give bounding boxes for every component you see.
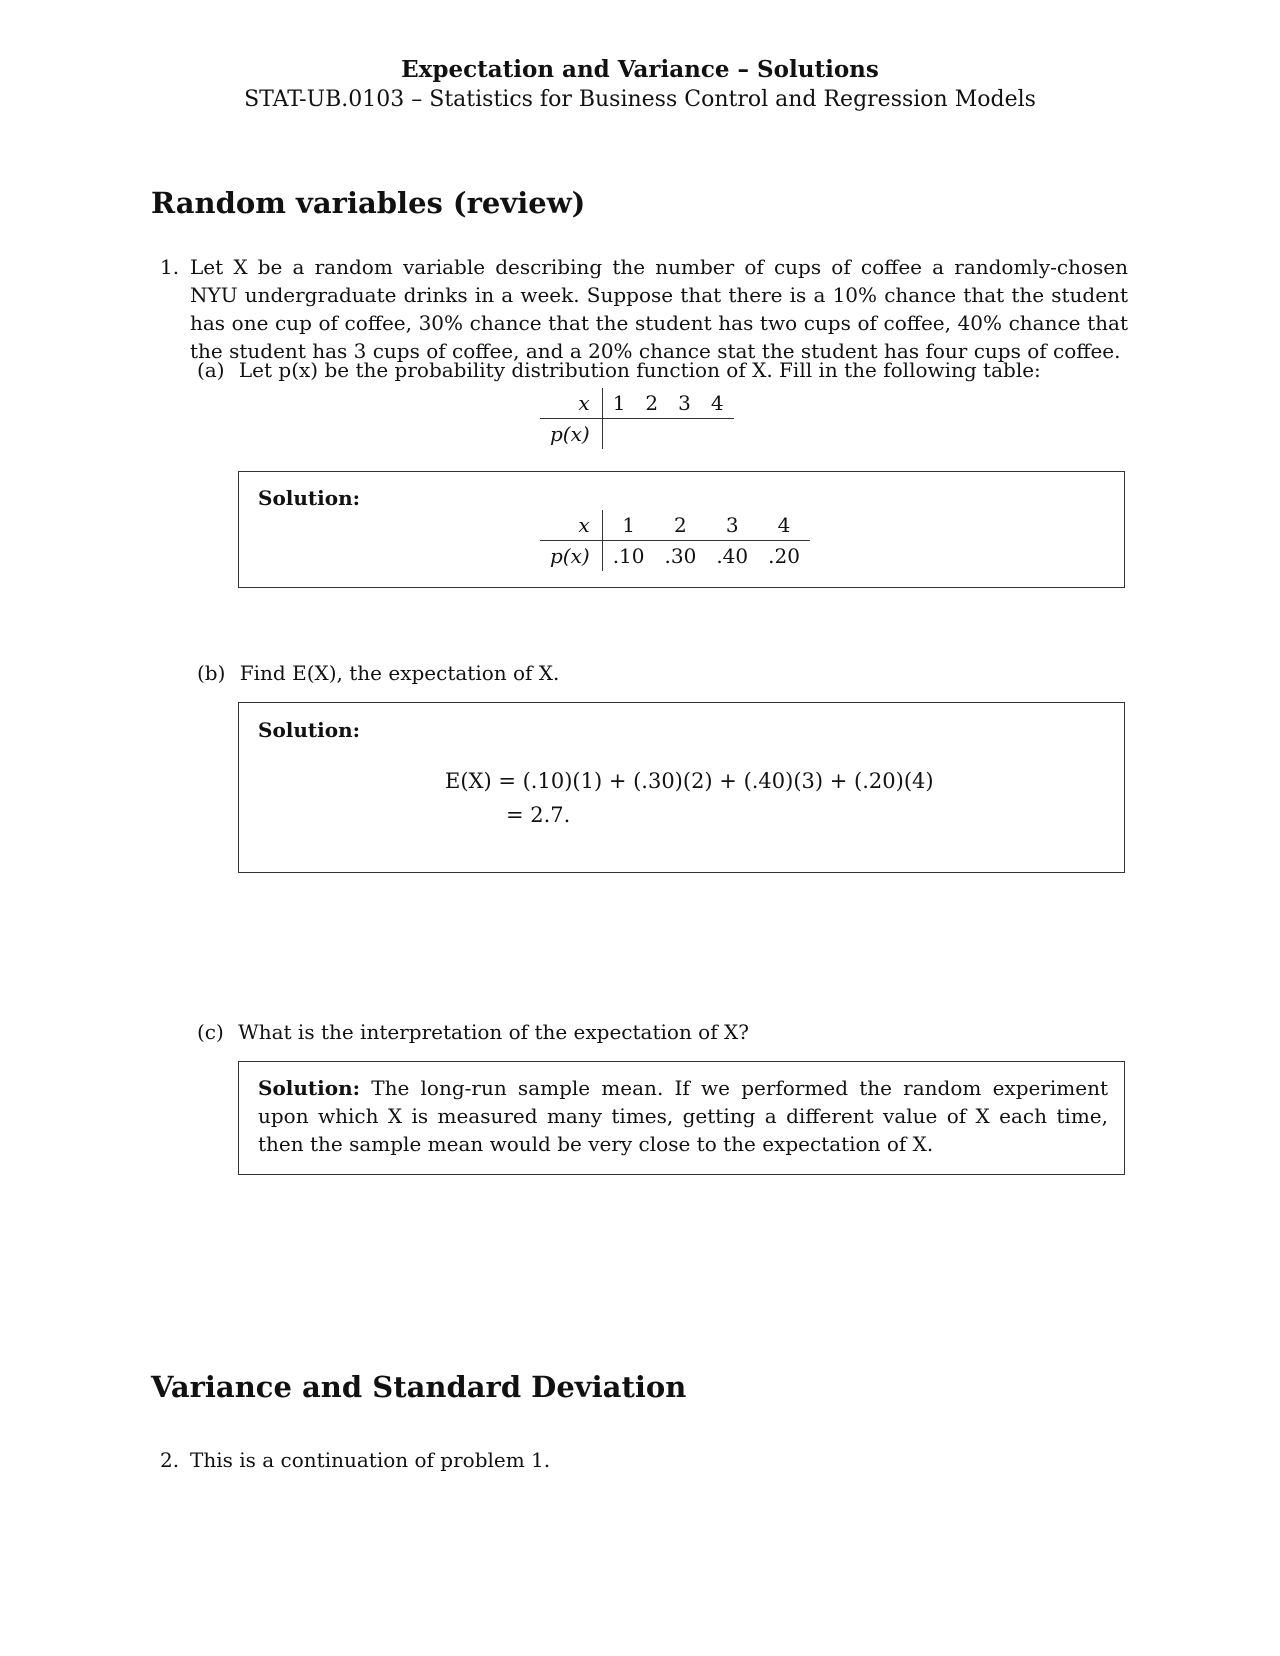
solution-box-c — [238, 1061, 1125, 1175]
part-text: Find E(X), the expectation of X. — [239, 661, 560, 685]
problem-number: 1. — [160, 255, 180, 279]
table-cell — [668, 419, 701, 450]
course-subtitle: STAT-UB.0103 – Statistics for Business Control and Regression Models — [244, 87, 1036, 112]
problem-text: Let X be a random variable describing the number of cups of coffee a randomly-chosen NYU undergraduate drinks in a week. Suppose that there is a 10% chance that the student has one cup of coffee, 30% chance that the student has two cups of coffee, 40% chance that the student has 3 cups of coffee, and a 20% chance stat the student has four cups of coffee. — [190, 255, 1128, 363]
table-header-x: x — [540, 388, 602, 419]
section-heading-random-variables: Random variables (review) — [151, 186, 586, 220]
table-cell — [701, 419, 734, 450]
part-label: (a) — [197, 358, 225, 382]
part-c-prompt — [197, 1020, 749, 1044]
table-cell: 3 — [706, 510, 758, 541]
table-cell: 1 — [602, 510, 654, 541]
expectation-equation-line1: E(X) = (.10)(1) + (.30)(2) + (.40)(3) + (.20)(4) — [445, 769, 934, 793]
table-cell: 2 — [635, 388, 668, 419]
table-cell — [635, 419, 668, 450]
problem-1 — [160, 253, 1128, 365]
table-cell: 1 — [602, 388, 635, 419]
solution-label: Solution: — [258, 486, 361, 510]
solution-pmf-table — [540, 510, 810, 571]
part-label: (b) — [197, 661, 226, 685]
solution-label: Solution: — [258, 718, 361, 742]
section-heading-variance: Variance and Standard Deviation — [151, 1370, 687, 1404]
solution-box-a — [238, 471, 1125, 588]
part-b-prompt — [197, 661, 559, 685]
solution-label: Solution: — [258, 1076, 361, 1100]
problem-number: 2. — [160, 1448, 180, 1472]
part-label: (c) — [197, 1020, 224, 1044]
table-cell: 4 — [701, 388, 734, 419]
problem-2 — [160, 1446, 1128, 1474]
blank-pmf-table — [540, 388, 734, 449]
expectation-equation-line2: = 2.7. — [506, 803, 571, 827]
solution-content — [258, 1074, 1108, 1158]
table-header-px: p(x) — [540, 541, 602, 572]
table-cell: .40 — [716, 544, 749, 568]
document-title: Expectation and Variance – Solutions — [401, 56, 879, 83]
table-cell: 4 — [758, 510, 810, 541]
table-cell: 2 — [655, 510, 707, 541]
part-a-prompt — [197, 358, 1041, 382]
table-cell — [602, 419, 635, 450]
table-cell: .20 — [768, 544, 800, 568]
table-cell: .30 — [664, 544, 697, 568]
table-header-px: p(x) — [540, 419, 602, 450]
problem-text: This is a continuation of problem 1. — [190, 1448, 551, 1472]
solution-box-b — [238, 702, 1125, 873]
table-cell: 3 — [668, 388, 701, 419]
solution-text: The long-run sample mean. If we performed the random experiment upon which X is measured many times, getting a different value of X each time, then the sample mean would be very close to the expectation of X. — [258, 1076, 1109, 1156]
table-cell: .10 — [612, 544, 645, 568]
part-text: What is the interpretation of the expectation of X? — [238, 1020, 749, 1044]
table-header-x: x — [540, 510, 602, 541]
part-text: Let p(x) be the probability distribution function of X. Fill in the following table: — [238, 358, 1041, 382]
